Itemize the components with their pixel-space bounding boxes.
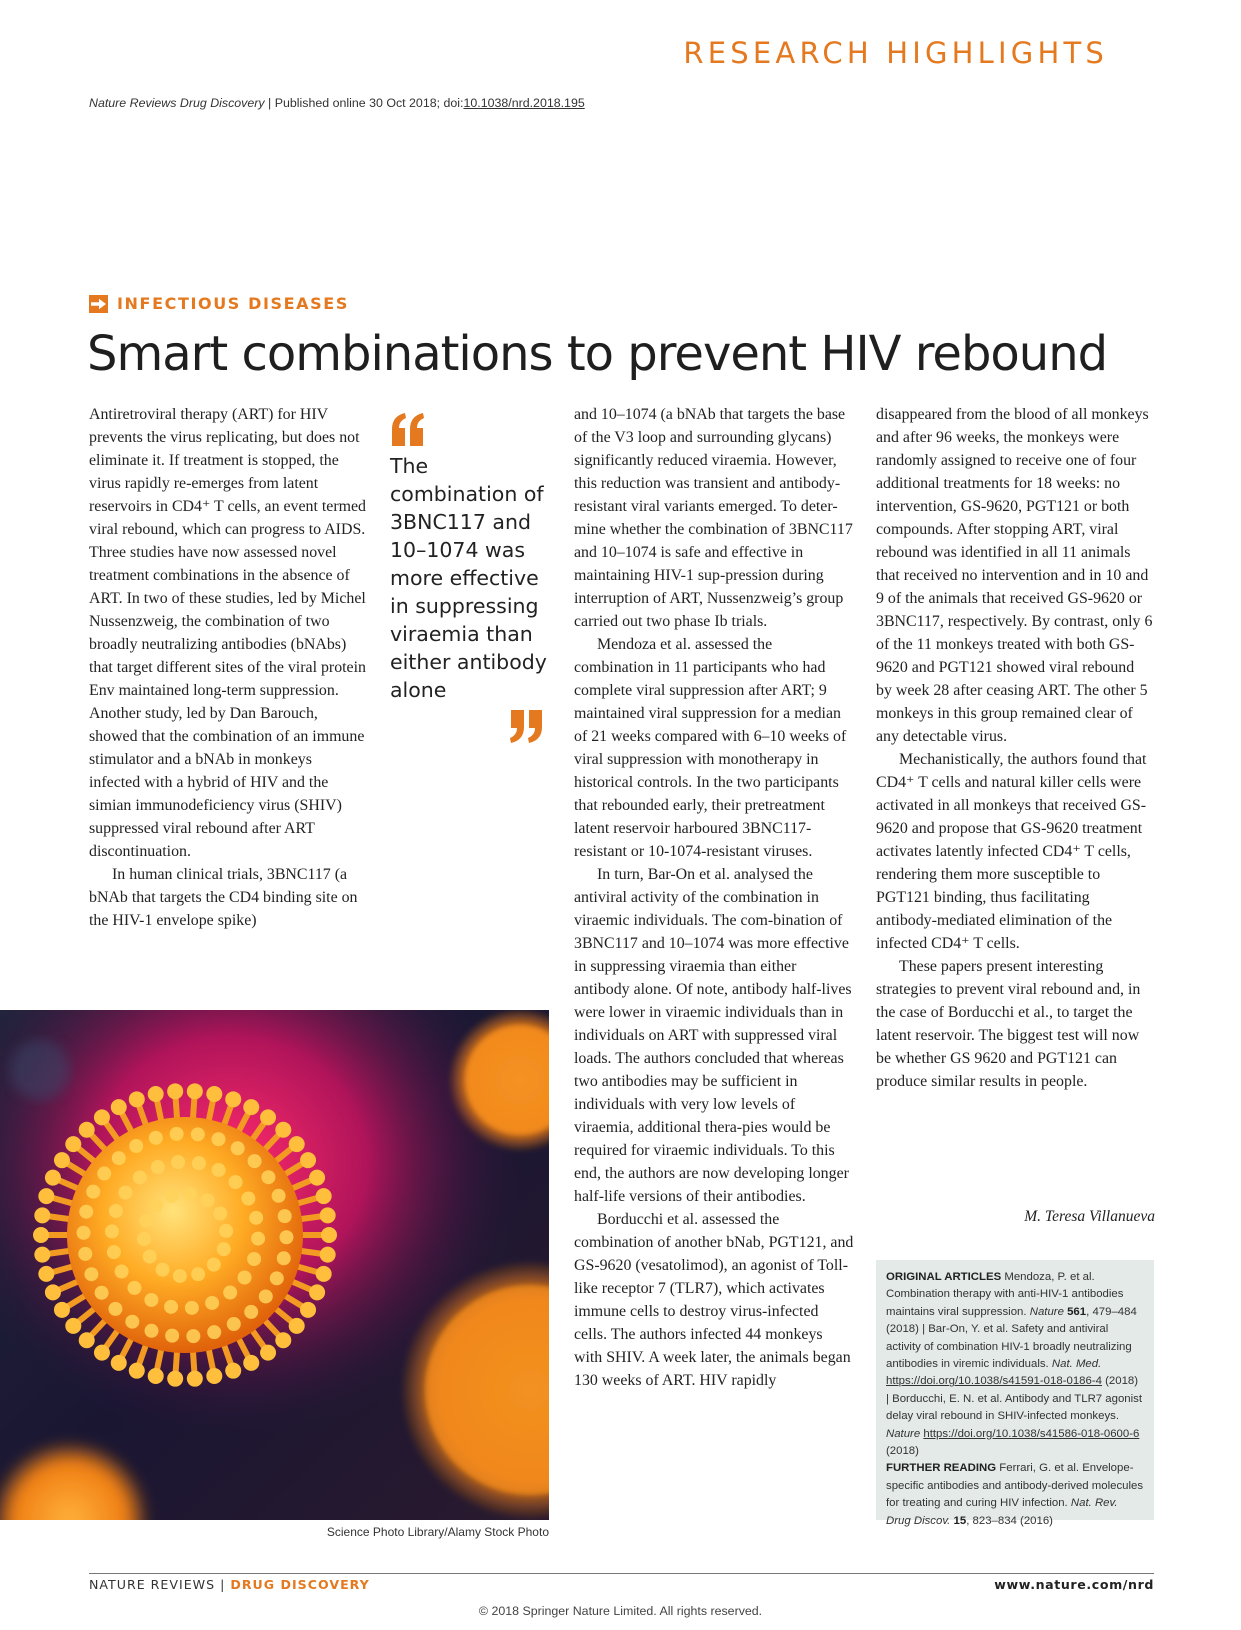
footer-divider xyxy=(89,1573,1154,1574)
category-label xyxy=(89,294,349,313)
virus-surface-bump xyxy=(165,1189,179,1203)
virus-surface-bump xyxy=(77,1226,91,1240)
virus-surface-bump xyxy=(213,1206,227,1220)
virus-surface-bump xyxy=(84,1267,98,1281)
article-author: M. Teresa Villanueva xyxy=(1024,1208,1155,1225)
body-paragraph: Borducchi et al. assessed the combination of another bNab, PGT121, and GS-9620 (vesatolimod), an agonist of Toll-like receptor 7 (TLR7), which activates immune cells to destroy virus-infected cells. The authors infected 44 monkeys with SHIV. A week later, the animals began 130 weeks of ART. HIV rapidly xyxy=(574,1211,854,1389)
virus-spike-tip xyxy=(65,1318,81,1334)
virus-surface-bump xyxy=(127,1281,141,1295)
virus-spike-tip xyxy=(148,1086,164,1102)
references-box xyxy=(876,1260,1154,1527)
virus-surface-bump xyxy=(261,1170,275,1184)
virus-surface-bump xyxy=(171,1155,185,1169)
doi-link[interactable]: 10.1038/nrd.2018.195 xyxy=(463,96,585,110)
reference-journal: Nature xyxy=(886,1427,921,1440)
virus-surface-bump xyxy=(170,1127,184,1141)
virus-surface-bump xyxy=(105,1224,119,1238)
reference-text: Ferrari, G. et al. Envelope-specific antibodies and antibody-derived molecules for treating and curing HIV infection. xyxy=(886,1462,1144,1510)
virus-surface-bump xyxy=(149,1198,163,1212)
virus-surface-bump xyxy=(186,1329,200,1343)
virus-surface-bump xyxy=(185,1301,199,1315)
virus-spike-tip xyxy=(167,1371,183,1387)
virus-spike-tip xyxy=(111,1355,127,1371)
virus-surface-bump xyxy=(229,1175,243,1189)
footer-website-link[interactable]: www.nature.com/nrd xyxy=(994,1577,1154,1592)
virus-spike-tip xyxy=(34,1247,50,1263)
reference-text: Mendoza, P. et al. Combination therapy with anti-HIV-1 antibodies maintains viral suppression. xyxy=(886,1271,1124,1318)
hiv-virus-illustration xyxy=(0,1010,549,1520)
virus-spike-tip xyxy=(187,1371,203,1387)
reference-volume: 561 xyxy=(1067,1305,1087,1318)
reference-text: , 479–484 (2018) | Bar-On, Y. et al. Safety and antiviral activity of combination HIV-1 broadly neutralizing antibodies in viremic individuals. xyxy=(886,1305,1137,1371)
virus-spike-tip xyxy=(33,1227,49,1243)
virus-spike-tip xyxy=(316,1266,332,1282)
body-column-3 xyxy=(574,403,854,1392)
virus-spike-tip xyxy=(206,1368,222,1384)
virus-surface-bump xyxy=(118,1185,132,1199)
reference-journal: Nat. Med. xyxy=(1051,1358,1102,1371)
virus-surface-bump xyxy=(143,1250,157,1264)
virus-spike-tip xyxy=(54,1152,70,1168)
virus-surface-bump xyxy=(279,1230,293,1244)
journal-separator: | xyxy=(268,96,272,110)
virus-surface-bump xyxy=(129,1139,143,1153)
footer-journal-name: NATURE REVIEWS xyxy=(89,1577,216,1592)
body-paragraph: Mechanistically, the authors found that CD4⁺ T cells and natural killer cells were activated in all monkeys that received GS-9620 and propose that GS-9620 treatment activates latently infected CD4⁺ T cells, rendering them more susceptible to PGT121 binding, thus facilitating antibody-mediated elimination of the infected CD4⁺ T cells. xyxy=(876,751,1147,952)
virus-surface-bump xyxy=(244,1305,258,1319)
virus-spike-tip xyxy=(321,1227,337,1243)
pull-quote xyxy=(390,412,555,744)
virus-surface-bump xyxy=(109,1204,123,1218)
footer-journal xyxy=(89,1577,370,1592)
virus-surface-bump xyxy=(247,1252,261,1266)
virus-surface-bump xyxy=(191,1267,205,1281)
reference-volume: 15 xyxy=(953,1514,967,1527)
virus-surface-bump xyxy=(207,1325,221,1339)
virus-spike-tip xyxy=(206,1086,222,1102)
virus-spike-tip xyxy=(260,1109,276,1125)
virus-surface-bump xyxy=(95,1286,109,1300)
virus-surface-bump xyxy=(227,1317,241,1331)
virus-spike-tip xyxy=(129,1363,145,1379)
photo-credit: Science Photo Library/Alamy Stock Photo xyxy=(326,1525,549,1539)
virus-surface-bump xyxy=(112,1151,126,1165)
reference-text: , 823–834 (2016) xyxy=(966,1514,1053,1527)
virus-surface-bump xyxy=(205,1296,219,1310)
virus-spike-tip xyxy=(54,1302,70,1318)
virus-spike-tip xyxy=(94,1109,110,1125)
category-text: INFECTIOUS DISEASES xyxy=(117,294,349,313)
virus-surface-bump xyxy=(173,1269,187,1283)
virus-spike-tip xyxy=(309,1284,325,1300)
virus-surface-bump xyxy=(165,1329,179,1343)
virus-spike-tip xyxy=(320,1247,336,1263)
virus-spike-tip xyxy=(45,1284,61,1300)
virus-surface-bump xyxy=(115,1265,129,1279)
virus-surface-bump xyxy=(277,1251,291,1265)
virus-surface-bump xyxy=(137,1232,151,1246)
reference-doi-link[interactable]: https://doi.org/10.1038/s41591-018-0186-4 xyxy=(886,1375,1102,1388)
virus-surface-bump xyxy=(219,1224,233,1238)
virus-surface-bump xyxy=(86,1185,100,1199)
virus-surface-bump xyxy=(108,1302,122,1316)
virus-surface-bump xyxy=(149,1131,163,1145)
virus-spike-tip xyxy=(94,1345,110,1361)
virus-spike-tip xyxy=(225,1091,241,1107)
virus-spike-tip xyxy=(34,1207,50,1223)
publication-info: Published online 30 Oct 2018; doi: xyxy=(274,96,464,110)
virus-spike-tip xyxy=(79,1332,95,1348)
virus-spike-tip xyxy=(129,1091,145,1107)
virus-spike-tip xyxy=(167,1083,183,1099)
footer-journal-accent: DRUG DISCOVERY xyxy=(230,1577,370,1592)
virus-surface-bump xyxy=(79,1205,93,1219)
virus-spike-tip xyxy=(111,1099,127,1115)
virus-surface-bump xyxy=(251,1232,265,1246)
footer-separator: | xyxy=(220,1577,226,1592)
virus-spike-tip xyxy=(65,1136,81,1152)
virus-surface-bump xyxy=(211,1132,225,1146)
virus-surface-bump xyxy=(183,1187,197,1201)
virus-surface-bump xyxy=(191,1127,205,1141)
reference-doi-link[interactable]: https://doi.org/10.1038/s41586-018-0600-6 xyxy=(923,1427,1140,1440)
virus-surface-bump xyxy=(156,1263,170,1277)
virus-spike-tip xyxy=(289,1136,305,1152)
body-paragraph: These papers present interesting strategies to prevent viral rebound and, in the case of Borducchi et al., to target the latent reservoir. The biggest test will now be whether GS 9620 and PGT121 can produce similar results in people. xyxy=(876,958,1141,1090)
virus-surface-bump xyxy=(139,1214,153,1228)
virus-spike-tip xyxy=(225,1363,241,1379)
quote-close-icon xyxy=(508,710,544,744)
virus-surface-bump xyxy=(78,1247,92,1261)
virus-surface-bump xyxy=(272,1189,286,1203)
body-column-4 xyxy=(876,403,1154,1093)
body-column-1 xyxy=(89,403,366,932)
virus-surface-bump xyxy=(248,1154,262,1168)
virus-spike-tip xyxy=(38,1266,54,1282)
reference-journal: Nature xyxy=(1029,1305,1064,1318)
body-paragraph: Mendoza et al. assessed the combination in 11 participants who had complete viral suppression after ART; 9 maintained viral suppression for a median of 21 weeks compared with 6–10 weeks of viral suppression with monotherapy in historical controls. In the two participants that rebounded early, their pretreatment latent reservoir harboured 3BNC117-resistant or 10-1074-resistant viruses. xyxy=(574,636,847,860)
virus-spike-tip xyxy=(38,1188,54,1204)
body-paragraph: disappeared from the blood of all monkeys and after 96 weeks, the monkeys were randomly assigned to receive one of four additional treatments for 18 weeks: no intervention, GS-9620, PGT121 or both compounds. After stopping ART, viral rebound was identified in all 11 animals that received no intervention and in 10 and 9 of the animals that received GS-9620 or 3BNC117, respectively. By contrast, only 6 of the 11 monkeys treated with both GS-9620 and PGT121 showed viral rebound by week 28 after ceasing ART. The other 5 monkeys in this group remained clear of any detectable virus. xyxy=(876,406,1153,745)
virus-surface-bump xyxy=(259,1289,273,1303)
virus-surface-bump xyxy=(212,1163,226,1177)
virus-spike-tip xyxy=(275,1332,291,1348)
virus-spike-tip xyxy=(320,1207,336,1223)
virus-spike-tip xyxy=(148,1368,164,1384)
virus-spike-tip xyxy=(243,1099,259,1115)
virus-surface-bump xyxy=(97,1167,111,1181)
reference-text: (2018) | Borducchi, E. N. et al. Antibody and TLR7 agonist delay viral rebound in SHIV-infected monkeys. xyxy=(886,1375,1143,1423)
body-paragraph: In human clinical trials, 3BNC117 (a bNAb that targets the CD4 binding site on the HIV-1 envelope spike) xyxy=(89,866,358,929)
virus-spike-tip xyxy=(260,1345,276,1361)
quote-open-icon xyxy=(390,412,426,446)
virus-surface-bump xyxy=(207,1258,221,1272)
arrow-right-icon xyxy=(89,295,108,313)
virus-surface-bump xyxy=(249,1211,263,1225)
virus-spike-tip xyxy=(300,1152,316,1168)
virus-surface-bump xyxy=(241,1191,255,1205)
virus-spike-tip xyxy=(289,1318,305,1334)
virus-surface-bump xyxy=(200,1193,214,1207)
virus-spike-tip xyxy=(187,1083,203,1099)
virus-surface-bump xyxy=(231,1141,245,1155)
virus-surface-bump xyxy=(278,1209,292,1223)
section-header: RESEARCH HIGHLIGHTS xyxy=(683,36,1108,70)
virus-spike-tip xyxy=(309,1170,325,1186)
virus-surface-bump xyxy=(217,1242,231,1256)
virus-surface-bump xyxy=(107,1245,121,1259)
virus-surface-bump xyxy=(151,1160,165,1174)
article-headline: Smart combinations to prevent HIV rebound xyxy=(87,326,1108,382)
virus-surface-bump xyxy=(164,1300,178,1314)
virus-surface-bump xyxy=(133,1170,147,1184)
virus-spike-tip xyxy=(275,1122,291,1138)
virus-spike-tip xyxy=(300,1302,316,1318)
body-paragraph: and 10–1074 (a bNAb that targets the base of the V3 loop and surrounding glycans) significantly reduced viraemia. However, this reduction was transient and antibody-resistant viral variants emerged. To deter-mine whether the combination of 3BNC117 and 10–1074 is safe and effective in maintaining HIV-1 sup-pression during interruption of ART, Nussenzweig’s group carried out two phase Ib trials. xyxy=(574,406,853,630)
original-articles-label: ORIGINAL ARTICLES xyxy=(886,1271,1002,1283)
further-reading-label: FURTHER READING xyxy=(886,1462,997,1475)
virus-spike-tip xyxy=(243,1355,259,1371)
journal-name: Nature Reviews Drug Discovery xyxy=(89,96,265,110)
virus-surface-bump xyxy=(238,1271,252,1285)
virus-surface-bump xyxy=(192,1156,206,1170)
journal-citation-line xyxy=(89,96,585,110)
virus-spike-tip xyxy=(45,1170,61,1186)
virus-surface-bump xyxy=(125,1315,139,1329)
body-paragraph: In turn, Bar-On et al. analysed the antiviral activity of the combination in viraemic individuals. The com-bination of 3BNC117 and 10–1074 was more effective in suppressing viraemia than either antibody alone. Of note, antibody half-lives were lower in viraemic individuals than in individuals on ART with suppressed viral loads. The authors concluded that whereas two antibodies may be sufficient in individuals with very low levels of viraemia, additional thera-pies would be required for viraemic individuals. To this end, the authors are now developing longer half-life versions of their antibodies. xyxy=(574,866,852,1205)
virus-surface-bump xyxy=(270,1271,284,1285)
virus-surface-bump xyxy=(145,1324,159,1338)
copyright-notice: © 2018 Springer Nature Limited. All rights reserved. xyxy=(478,1604,763,1618)
pull-quote-text: The combination of 3BNC117 and 10–1074 was more effective in suppressing viraemia than either antibody alone xyxy=(390,454,547,702)
reference-text: (2018) xyxy=(886,1445,919,1458)
reference-journal: Nat. Rev. Drug Discov. xyxy=(886,1497,1118,1527)
body-paragraph: Antiretroviral therapy (ART) for HIV prevents the virus replicating, but does not eliminate it. If treatment is stopped, the virus rapidly re-emerges from latent reservoirs in CD4⁺ T cells, an event termed viral rebound, which can progress to AIDS. Three studies have now assessed novel treatment combinations in the absence of ART. In two of these studies, led by Michel Nussenzweig, the combination of two broadly neutralizing antibodies (bNAbs) that target different sites of the viral protein Env maintained long-term suppression. Another study, led by Dan Barouch, showed that the combination of an immune stimulator and a bNAb in monkeys infected with a hybrid of HIV and the simian immunodeficiency virus (SHIV) suppressed viral rebound after ART discontinuation. xyxy=(89,406,366,860)
virus-surface-bump xyxy=(223,1286,237,1300)
virus-spike-tip xyxy=(79,1122,95,1138)
virus-spike-tip xyxy=(316,1188,332,1204)
virus-surface-bump xyxy=(144,1293,158,1307)
